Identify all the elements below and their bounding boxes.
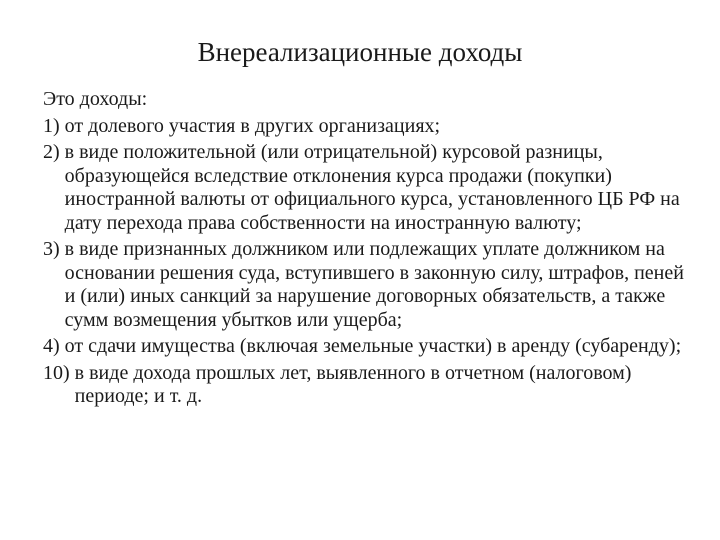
item-number: 3) bbox=[43, 238, 65, 260]
list-item bbox=[43, 335, 693, 359]
list-item bbox=[43, 115, 693, 139]
income-list bbox=[43, 115, 693, 409]
item-text: от долевого участия в других организациях; bbox=[64, 114, 441, 137]
item-number: 10) bbox=[43, 361, 75, 384]
item-text: в виде признанных должником или подлежащих уплате должником на основании решения суда, вступившего в законную силу, штрафов, пеней и (или) иных санкций за нарушение договорных обязательств, а также сумм возмещения убытков или ущерба; bbox=[64, 238, 684, 331]
item-number: 4) bbox=[43, 335, 65, 357]
list-item bbox=[43, 238, 693, 332]
item-number: 1) bbox=[43, 114, 65, 137]
list-item bbox=[43, 141, 693, 235]
slide-content bbox=[43, 88, 693, 412]
item-text: от сдачи имущества (включая земельные участки) в аренду (субаренду); bbox=[64, 335, 682, 357]
item-number: 2) bbox=[43, 141, 65, 163]
slide-title: Внереализационные доходы bbox=[197, 37, 523, 67]
list-item bbox=[43, 362, 693, 409]
item-text: в виде положительной (или отрицательной) курсовой разницы, образующейся вследствие отклонения курса продажи (покупки) иностранной валюты от официального курса, установленного ЦБ РФ на дату перехода права собственности на иностранную валюту; bbox=[64, 141, 680, 234]
item-text: в виде дохода прошлых лет, выявленного в отчетном (налоговом) периоде; и т. д. bbox=[74, 361, 632, 407]
intro-text: Это доходы: bbox=[43, 88, 148, 110]
